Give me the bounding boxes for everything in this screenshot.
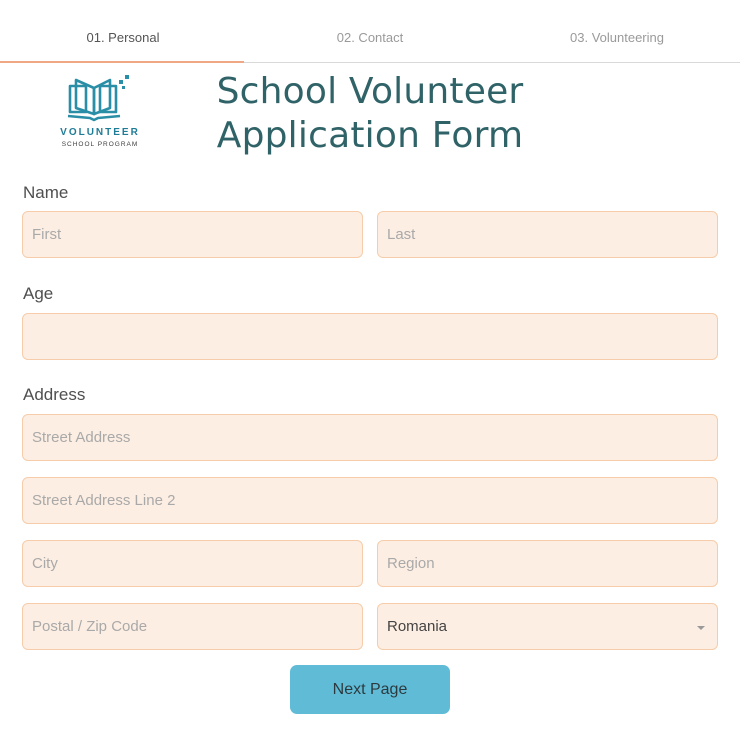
active-tab-indicator — [0, 61, 244, 63]
last-name-input[interactable] — [377, 211, 718, 258]
logo-wordmark: VOLUNTEER — [60, 127, 140, 138]
street-address-placeholder: Street Address — [32, 429, 131, 446]
last-name-placeholder: Last — [387, 226, 416, 243]
name-label: Name — [23, 183, 69, 202]
region-placeholder: Region — [387, 555, 435, 572]
country-selected-value: Romania — [387, 618, 448, 635]
postal-code-placeholder: Postal / Zip Code — [32, 618, 148, 635]
chevron-down-icon[interactable] — [697, 626, 705, 630]
street-address-line2-placeholder: Street Address Line 2 — [32, 492, 176, 509]
city-input[interactable] — [22, 540, 363, 587]
city-placeholder: City — [32, 555, 58, 572]
country-select[interactable] — [377, 603, 718, 650]
address-label: Address — [23, 385, 86, 404]
tab-volunteering[interactable]: 03. Volunteering — [570, 30, 664, 45]
first-name-placeholder: First — [32, 226, 62, 243]
open-book-icon — [64, 72, 134, 122]
postal-code-input[interactable] — [22, 603, 363, 650]
street-address-input[interactable] — [22, 414, 718, 461]
tab-personal[interactable]: 01. Personal — [86, 30, 160, 45]
logo-subtitle: SCHOOL PROGRAM — [61, 141, 139, 148]
page-title-line-2: Application Form — [216, 115, 524, 156]
page-title — [190, 70, 550, 158]
region-input[interactable] — [377, 540, 718, 587]
next-page-button[interactable]: Next Page — [290, 665, 450, 714]
progress-tabs — [0, 0, 740, 63]
age-input[interactable] — [22, 313, 718, 360]
age-label: Age — [23, 284, 54, 303]
first-name-input[interactable] — [22, 211, 363, 258]
street-address-line2-input[interactable] — [22, 477, 718, 524]
program-logo — [48, 72, 156, 152]
page-title-line-1: School Volunteer — [216, 71, 524, 112]
tab-contact[interactable]: 02. Contact — [336, 30, 404, 45]
